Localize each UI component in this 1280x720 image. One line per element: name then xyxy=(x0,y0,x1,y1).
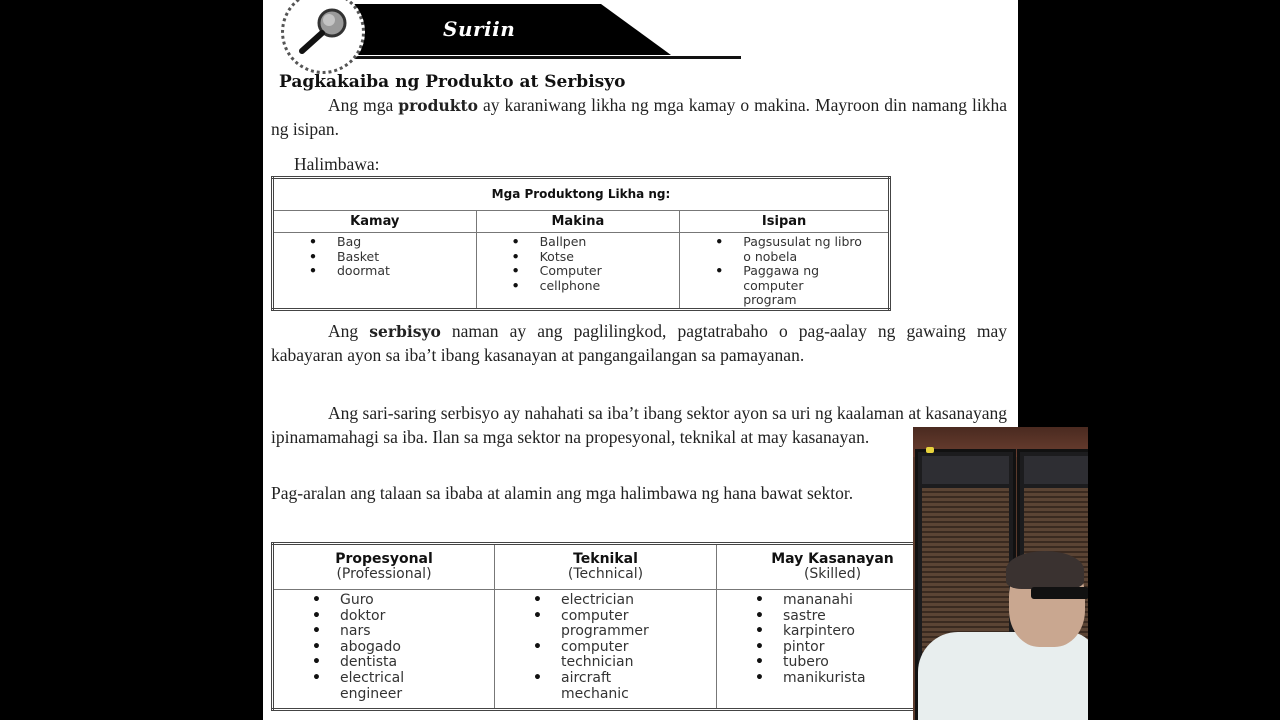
paragraph-serbisyo xyxy=(271,320,1007,367)
presenter-glasses xyxy=(1031,587,1088,599)
list-item: • computer technician xyxy=(495,640,716,671)
document-page xyxy=(263,0,1018,720)
magnifying-glass-icon xyxy=(292,1,356,65)
list-item: • Bag xyxy=(274,235,476,250)
header-label: Propesyonal xyxy=(335,551,433,567)
list-item: • Paggawa ng computer program xyxy=(680,264,888,308)
banner-underline xyxy=(353,56,741,59)
column-header-teknikal xyxy=(495,544,717,590)
presenter-hair xyxy=(1006,551,1084,589)
header-label: Teknikal xyxy=(573,551,638,567)
column-header-propesyonal xyxy=(273,544,495,590)
list-item: • Ballpen xyxy=(477,235,680,250)
list-item: • Pagsusulat ng libro o nobela xyxy=(680,235,888,264)
list-item: • Computer xyxy=(477,264,680,279)
column-makina xyxy=(476,233,680,310)
text: ay karaniwang likha ng mga kamay o makina. Mayroon din namang likha ng isipan. xyxy=(271,95,1007,139)
column-header-isipan: Isipan xyxy=(680,211,890,233)
list-item: • tubero xyxy=(717,655,948,671)
term-serbisyo: serbisyo xyxy=(369,322,441,341)
list-item: • karpintero xyxy=(717,624,948,640)
list-item: • nars xyxy=(274,624,494,640)
table-caption: Mga Produktong Likha ng: xyxy=(273,178,890,211)
list-item: • electrician xyxy=(495,593,716,609)
term-produkto: produkto xyxy=(398,96,478,115)
header-label: May Kasanayan xyxy=(771,551,894,567)
header-sublabel: (Technical) xyxy=(567,566,644,582)
column-propesyonal xyxy=(273,590,495,710)
list-item: • pintor xyxy=(717,640,948,656)
services-table xyxy=(271,542,951,711)
column-teknikal xyxy=(495,590,717,710)
presenter-webcam-overlay xyxy=(913,427,1088,720)
banner-title: Suriin xyxy=(443,17,516,41)
list-item: • electrical engineer xyxy=(274,671,494,702)
column-isipan xyxy=(680,233,890,310)
list-item: • Basket xyxy=(274,250,476,265)
list-item: • abogado xyxy=(274,640,494,656)
header-sublabel: (Professional) xyxy=(336,566,432,582)
list-item: • Kotse xyxy=(477,250,680,265)
paragraph-sektor xyxy=(271,402,1007,449)
text: naman ay ang paglilingkod, pagtatrabaho o pag-aalay ng gawaing may kabayaran ayon sa iba’t ibang kasanayan at pangangailangan sa pamayanan. xyxy=(271,321,1007,365)
products-table xyxy=(271,176,891,311)
text: Ang xyxy=(328,321,370,341)
text: Ang mga xyxy=(328,95,399,115)
text: Pag-aralan ang talaan sa ibaba at alamin ang mga halimbawa ng hana bawat sektor. xyxy=(271,483,854,503)
text: Ang sari-saring serbisyo ay nahahati sa iba’t ibang sektor ayon sa uri ng kaalaman at kasanayang ipinamamahagi sa iba. Ilan sa mga sektor na propesyonal, teknikal at may kasanayan. xyxy=(271,403,1007,447)
section-banner xyxy=(263,0,743,70)
column-header-kamay: Kamay xyxy=(273,211,477,233)
paragraph-produkto xyxy=(271,94,1007,141)
column-kamay xyxy=(273,233,477,310)
column-header-makina: Makina xyxy=(476,211,680,233)
list-item: • cellphone xyxy=(477,279,680,294)
header-sublabel: (Skilled) xyxy=(803,566,862,582)
list-item: • doktor xyxy=(274,609,494,625)
list-item: • manikurista xyxy=(717,671,948,687)
list-item: • aircraft mechanic xyxy=(495,671,716,702)
list-item: • computer programmer xyxy=(495,609,716,640)
paragraph-instruction xyxy=(271,482,1007,506)
section-title: Pagkakaiba ng Produkto at Serbisyo xyxy=(279,72,626,92)
list-item: • Guro xyxy=(274,593,494,609)
magnifying-glass-badge xyxy=(281,0,365,74)
list-item: • doormat xyxy=(274,264,476,279)
list-item: • dentista xyxy=(274,655,494,671)
list-item: • sastre xyxy=(717,609,948,625)
sticky-note xyxy=(926,447,934,453)
list-item: • mananahi xyxy=(717,593,948,609)
example-label: Halimbawa: xyxy=(294,154,380,174)
